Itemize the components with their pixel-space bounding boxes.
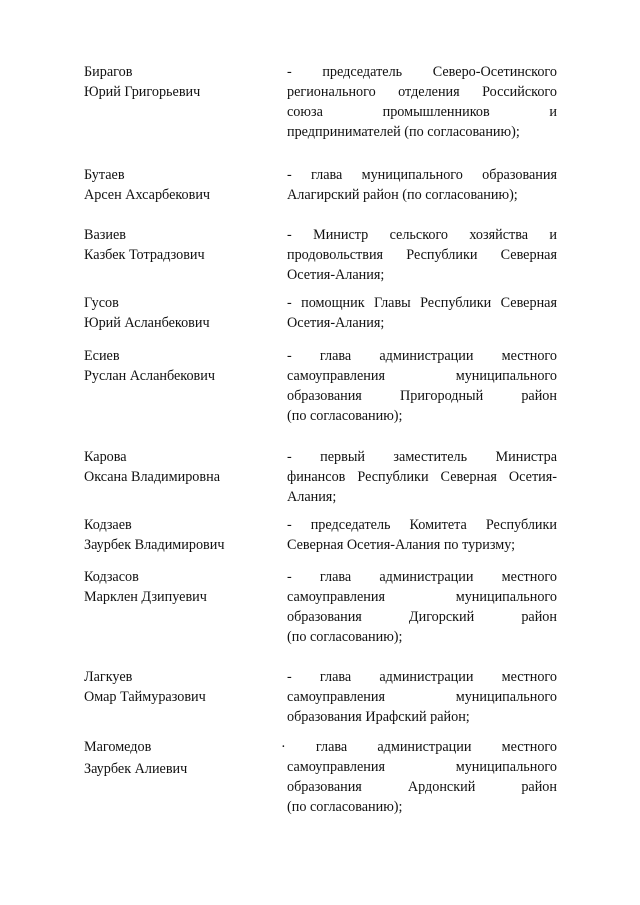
member-given-names: Омар Таймуразович	[84, 689, 206, 705]
role-line: самоуправления муниципального	[287, 589, 557, 605]
role-line: - первый заместитель Министра	[287, 449, 557, 465]
role-line: продовольствия Республики Северная	[287, 247, 557, 263]
member-given-names: Руслан Асланбекович	[84, 368, 215, 384]
member-name	[84, 737, 269, 779]
member-role	[287, 447, 557, 507]
member-surname: Вазиев	[84, 227, 126, 243]
role-line: - председатель Северо-Осетинского	[287, 64, 557, 80]
role-line: регионального отделения Российского	[287, 84, 557, 100]
role-line: образования Ирафский район;	[287, 709, 470, 725]
role-line: финансов Республики Северная Осетия-	[287, 469, 557, 485]
member-given-names: Марклен Дзипуевич	[84, 589, 207, 605]
role-line: предпринимателей (по согласованию);	[287, 124, 520, 140]
role-line: самоуправления муниципального	[287, 368, 557, 384]
role-line: - глава администрации местного	[287, 348, 557, 364]
member-name	[84, 62, 269, 102]
role-line: образования Дигорский район	[287, 609, 557, 625]
member-role	[287, 667, 557, 727]
member-surname: Бирагов	[84, 64, 133, 80]
member-role	[287, 225, 557, 285]
role-line: - помощник Главы Республики Северная	[287, 295, 557, 311]
member-surname: Кодзаев	[84, 517, 132, 533]
role-line: союза промышленников и	[287, 104, 557, 120]
role-line: · глава администрации местного	[281, 739, 557, 755]
member-name	[84, 225, 269, 265]
member-given-names: Юрий Григорьевич	[84, 84, 201, 100]
member-role	[287, 567, 557, 647]
role-line: Осетия-Алания;	[287, 267, 385, 283]
member-role	[287, 515, 557, 555]
member-name	[84, 567, 269, 607]
member-given-names: Юрий Асланбекович	[84, 315, 210, 331]
member-given-names: Заурбек Алиевич	[84, 761, 188, 777]
role-line: - Министр сельского хозяйства и	[287, 227, 557, 243]
member-name	[84, 346, 269, 386]
member-surname: Гусов	[84, 295, 119, 311]
member-role	[287, 165, 557, 205]
role-line: (по согласованию);	[287, 629, 403, 645]
role-line: самоуправления муниципального	[287, 689, 557, 705]
role-line: образования Пригородный район	[287, 388, 557, 404]
member-given-names: Арсен Ахсарбекович	[84, 187, 211, 203]
member-surname: Лагкуев	[84, 669, 133, 685]
role-line: Алагирский район (по согласованию);	[287, 187, 518, 203]
role-line: Алания;	[287, 489, 337, 505]
role-line: Осетия-Алания;	[287, 315, 385, 331]
member-role	[287, 293, 557, 333]
role-line: Северная Осетия-Алания по туризму;	[287, 537, 516, 553]
member-name	[84, 667, 269, 707]
member-surname: Бутаев	[84, 167, 125, 183]
member-name	[84, 293, 269, 333]
member-given-names: Заурбек Владимирович	[84, 537, 225, 553]
role-line: - глава муниципального образования	[287, 167, 557, 183]
member-surname: Есиев	[84, 348, 120, 364]
role-line: (по согласованию);	[287, 799, 403, 815]
member-name	[84, 165, 269, 205]
member-role	[281, 737, 557, 817]
role-line: - глава администрации местного	[287, 569, 557, 585]
member-role	[287, 62, 557, 142]
role-line: образования Ардонский район	[287, 779, 557, 795]
member-role	[287, 346, 557, 426]
role-line: - председатель Комитета Республики	[287, 517, 557, 533]
member-surname: Магомедов	[84, 739, 152, 755]
role-line: самоуправления муниципального	[287, 759, 557, 775]
member-surname: Кодзасов	[84, 569, 139, 585]
member-surname: Карова	[84, 449, 127, 465]
member-given-names: Казбек Тотрадзович	[84, 247, 205, 263]
member-name	[84, 447, 269, 487]
role-line: (по согласованию);	[287, 408, 403, 424]
member-name	[84, 515, 269, 555]
role-line: - глава администрации местного	[287, 669, 557, 685]
member-given-names: Оксана Владимировна	[84, 469, 220, 485]
